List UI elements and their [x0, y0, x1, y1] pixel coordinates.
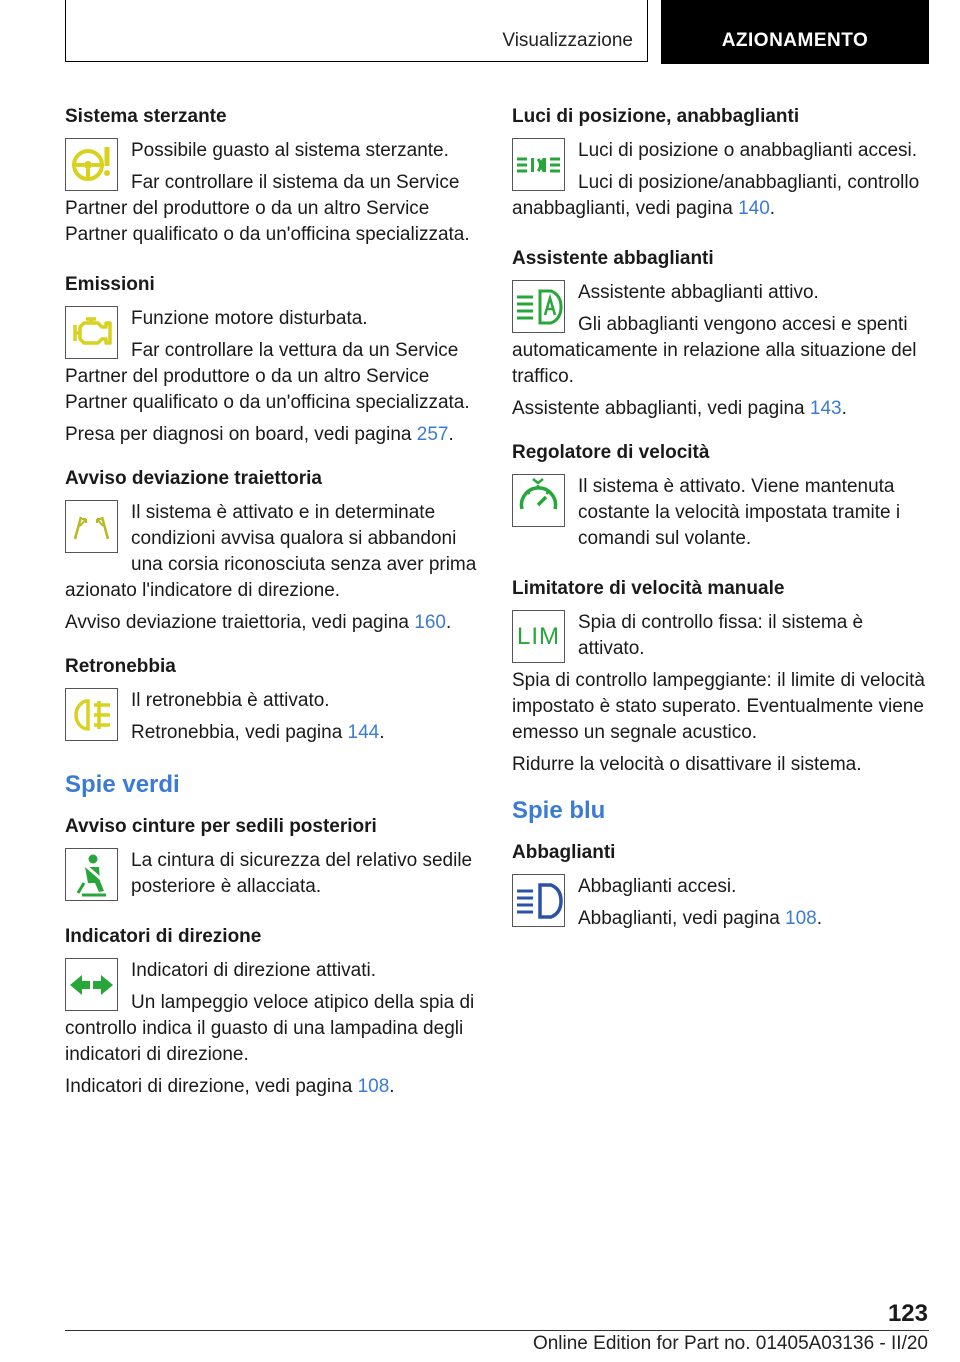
rear-fog-light-icon [65, 688, 118, 741]
entry-emissions [65, 272, 481, 448]
header-section-title: Visualizzazione [502, 30, 633, 51]
entry-title: Avviso deviazione traiettoria [65, 468, 322, 489]
paragraph: Gli abbaglianti vengono accesi e spenti automaticamente in relazione alla situazione del traffico. [512, 314, 917, 387]
ref-text: Indicatori di direzione, vedi pagina [65, 1076, 358, 1097]
ref-text: Abbaglianti, vedi pagina [578, 908, 786, 929]
entry-speed-limiter [512, 576, 928, 778]
entry-cruise-control [512, 440, 928, 558]
left-column [65, 104, 481, 1118]
page-link[interactable]: 257 [416, 424, 449, 445]
right-column [512, 104, 928, 956]
high-beam-icon [512, 874, 565, 927]
lim-icon-text: LIM [516, 623, 560, 650]
header-chapter-title: AZIONAMENTO [721, 30, 869, 51]
entry-high-beam [512, 840, 928, 938]
page-number: 123 [887, 1300, 928, 1327]
ref-text: Presa per diagnosi on board, vedi pagina [65, 424, 417, 445]
paragraph: La cintura di sicurezza del relativo sedile posteriore è allacciata. [131, 850, 473, 897]
page-reference [65, 720, 481, 746]
entry-title: Emissioni [65, 274, 155, 295]
entry-high-beam-assistant [512, 246, 928, 422]
paragraph: Il sistema è attivato e in determinate condizioni avvisa qualora si abbandoni una corsia riconosciuta senza aver prima azionato l'indicatore di direzione. [65, 502, 477, 601]
header-chapter-box [661, 0, 929, 64]
entry-title: Indicatori di direzione [65, 926, 262, 947]
entry-title: Sistema sterzante [65, 106, 227, 127]
ref-end: . [379, 722, 385, 743]
paragraph: Funzione motore disturbata. [131, 308, 368, 329]
page-link[interactable]: 143 [809, 398, 842, 419]
page-reference [512, 170, 928, 222]
page-link[interactable]: 108 [357, 1076, 390, 1097]
paragraph: Il sistema è attivato. Viene mantenuta costante la velocità impostata tramite i comandi sul volante. [578, 476, 901, 549]
entry-title: Assistente abbaglianti [512, 248, 714, 269]
entry-turn-signals [65, 924, 481, 1100]
turn-signal-icon [65, 958, 118, 1011]
entry-title: Regolatore di velocità [512, 442, 710, 463]
paragraph: Indicatori di direzione attivati. [131, 960, 377, 981]
section-title-blue: Spie blu [512, 797, 606, 824]
entry-title: Avviso cinture per sedili posteriori [65, 816, 377, 837]
cruise-control-icon [512, 474, 565, 527]
entry-steering [65, 104, 481, 254]
paragraph: Spia di controllo fissa: il sistema è attivato. [578, 612, 864, 659]
ref-end: . [448, 424, 454, 445]
steering-wheel-warning-icon [65, 138, 118, 191]
entry-title: Abbaglianti [512, 842, 616, 863]
page-link[interactable]: 140 [738, 198, 770, 219]
paragraph: Il retronebbia è attivato. [131, 690, 330, 711]
lane-departure-icon [65, 500, 118, 553]
page-link[interactable]: 144 [347, 722, 380, 743]
page-reference [65, 610, 481, 636]
entry-lane-departure [65, 466, 481, 636]
paragraph: Assistente abbaglianti attivo. [578, 282, 819, 303]
high-beam-assistant-icon [512, 280, 565, 333]
entry-rear-fog [65, 654, 481, 752]
paragraph: Possibile guasto al sistema sterzante. [131, 140, 449, 161]
page-reference [65, 422, 481, 448]
ref-end: . [816, 908, 823, 929]
page-reference [512, 906, 928, 932]
paragraph: Far controllare la vettura da un Service Partner del produttore o da un altro Service Partner qualificato o da un'officina specializzata. [65, 340, 470, 413]
entry-title: Limitatore di velocità manuale [512, 578, 785, 599]
header-section-box [65, 0, 648, 62]
ref-end: . [841, 398, 847, 419]
page-header [65, 0, 929, 64]
paragraph: Ridurre la velocità o disattivare il sistema. [512, 754, 862, 775]
ref-end: . [769, 198, 776, 219]
footer-divider [65, 1330, 929, 1331]
ref-text: Avviso deviazione traiettoria, vedi pagina [65, 612, 415, 633]
footer-edition: Online Edition for Part no. 01405A03136 - II/20 [532, 1333, 928, 1354]
lim-icon [512, 610, 565, 663]
page-reference [512, 396, 928, 422]
low-beam-icon [512, 138, 565, 191]
paragraph: Far controllare il sistema da un Service Partner del produttore o da un altro Service Partner qualificato o da un'officina specializzata. [65, 172, 470, 245]
paragraph: Luci di posizione o anabbaglianti accesi. [578, 140, 918, 161]
entry-rear-seatbelts [65, 814, 481, 906]
ref-end: . [389, 1076, 395, 1097]
entry-low-beam [512, 104, 928, 228]
page-link[interactable]: 160 [414, 612, 446, 633]
ref-text: Luci di posizione/anabbaglianti, controllo anabbaglianti, vedi pagina [512, 172, 920, 219]
engine-icon [65, 306, 118, 359]
section-title-green: Spie verdi [65, 771, 180, 798]
page-link[interactable]: 108 [785, 908, 817, 929]
seatbelt-icon [65, 848, 118, 901]
page-reference [65, 1074, 481, 1100]
entry-title: Luci di posizione, anabbaglianti [512, 106, 800, 127]
paragraph: Spia di controllo lampeggiante: il limite di velocità impostato è stato superato. Eventualmente viene emesso un segnale acustico. [512, 670, 925, 743]
ref-end: . [445, 612, 452, 633]
paragraph: Un lampeggio veloce atipico della spia di controllo indica il guasto di una lampadina degli indicatori di direzione. [65, 992, 475, 1065]
paragraph: Abbaglianti accesi. [578, 876, 737, 897]
entry-title: Retronebbia [65, 656, 176, 677]
ref-text: Assistente abbaglianti, vedi pagina [512, 398, 810, 419]
ref-text: Retronebbia, vedi pagina [131, 722, 348, 743]
